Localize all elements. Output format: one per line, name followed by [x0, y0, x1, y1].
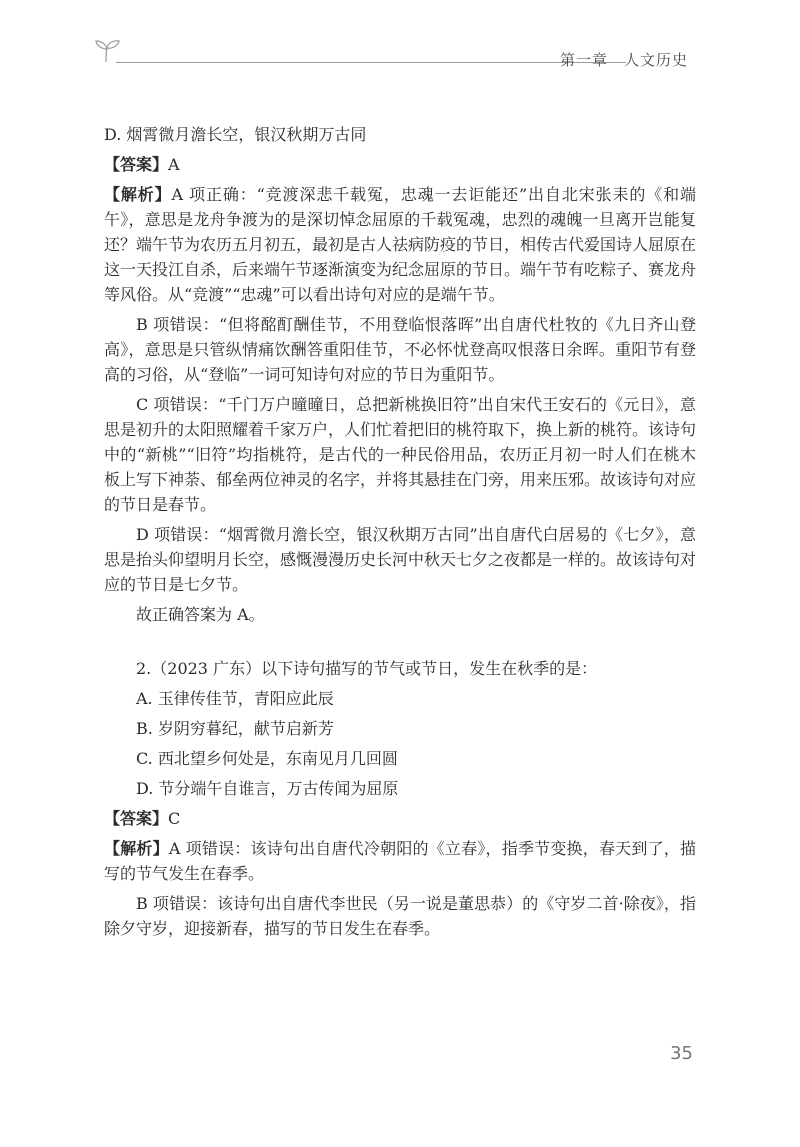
answer-value: C — [168, 809, 181, 828]
q1-conclusion: 故正确答案为 A。 — [136, 605, 265, 624]
q2-option-c: C. 西北望乡何处是，东南见月几回圆 — [136, 749, 398, 768]
sprout-icon — [94, 38, 122, 64]
analysis-tag: 【解析】 — [104, 839, 169, 858]
answer-value: A — [168, 155, 180, 174]
q2-answer — [104, 806, 696, 831]
answer-tag: 【答案】 — [104, 809, 169, 828]
q2-option-d: D. 节分端午自谁言，万古传闻为屈原 — [136, 779, 399, 798]
q2-stem: 2.（2023 广东）以下诗句描写的节气或节日，发生在秋季的是： — [136, 659, 598, 678]
q1-analysis-d: D 项错误：“烟霄微月澹长空，银汉秋期万古同”出自唐代白居易的《七夕》，意思是抬头仰望明月长空，感慨漫漫历史长河中秋天七夕之夜都是一样的。故该诗句对应的节日是七夕节。 — [104, 525, 697, 594]
page-body — [104, 122, 696, 946]
q1-option-d: D. 烟霄微月澹长空，银汉秋期万古同 — [104, 125, 367, 144]
q2-analysis-b: B 项错误：该诗句出自唐代李世民（另一说是董思恭）的《守岁二首·除夜》，指除夕守岁，迎接新春，描写的节日发生在春季。 — [104, 894, 696, 938]
chapter-title: 第一章 人文历史 — [560, 51, 689, 69]
q2-option-a: A. 玉律传佳节，青阳应此辰 — [136, 689, 334, 708]
analysis-text: A 项错误：该诗句出自唐代冷朝阳的《立春》，指季节变换，春天到了，描写的节气发生在春季。 — [104, 839, 696, 883]
q1-analysis-a — [104, 182, 696, 307]
q1-analysis-c: C 项错误：“千门万户曈曈日，总把新桃换旧符”出自宋代王安石的《元日》，意思是初升的太阳照耀着千家万户，人们忙着把旧的桃符取下，换上新的桃符。该诗句中的“新桃”“旧符”均指桃符，是古代的一种民俗用品，农历正月初一时人们在桃木板上写下神荼、郁垒两位神灵的名字，并将其悬挂在门旁，用来压邪。故该诗句对应的节日是春节。 — [104, 395, 697, 514]
header-rule — [116, 62, 626, 63]
analysis-tag: 【解析】 — [104, 185, 172, 204]
q1-answer — [104, 152, 696, 177]
analysis-text: A 项正确：“竞渡深悲千载冤，忠魂一去讵能还”出自北宋张耒的《和端午》，意思是龙舟争渡为的是深切悼念屈原的千载冤魂，忠烈的魂魄一旦离开岂能复还？端午节为农历五月初五，最初是古人祛病防疫的节日，相传古代爱国诗人屈原在这一天投江自杀，后来端午节逐渐演变为纪念屈原的节日。端午节有吃粽子、赛龙舟等风俗。从“竞渡”“忠魂”可以看出诗句对应的是端午节。 — [104, 185, 697, 304]
answer-tag: 【答案】 — [104, 155, 169, 174]
page-header — [94, 38, 704, 72]
q2-analysis-a — [104, 836, 696, 886]
q1-analysis-b: B 项错误：“但将酩酊酬佳节，不用登临恨落晖”出自唐代杜牧的《九日齐山登高》，意思是只管纵情痛饮酬答重阳佳节，不必怀忧登高叹恨落日余晖。重阳节有登高的习俗，从“登临”一词可知诗句对应的节日为重阳节。 — [104, 315, 696, 384]
page-number: 35 — [670, 1043, 693, 1064]
q2-option-b: B. 岁阴穷暮纪，献节启新芳 — [136, 719, 334, 738]
